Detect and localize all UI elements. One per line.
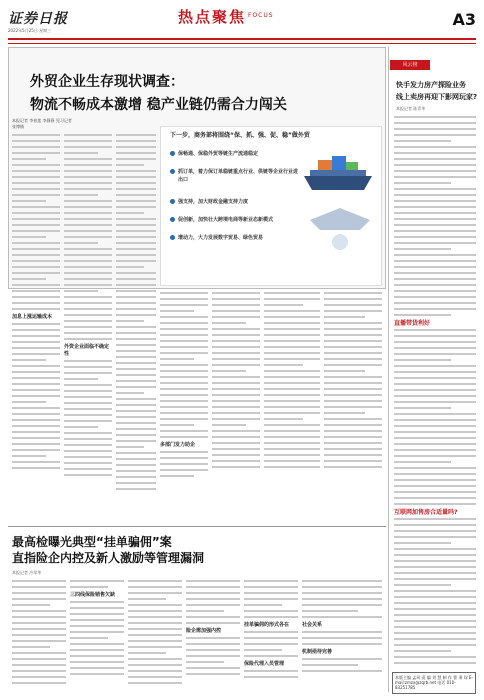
bottom-subhead-3: 挂单骗佣的形式各在 xyxy=(244,622,290,628)
column-rule xyxy=(388,47,389,692)
lead-subhead-2: 外资企业面临不确定性 xyxy=(64,344,110,357)
cargo-ship-illustration xyxy=(300,150,376,260)
bottom-column-4 xyxy=(186,580,240,692)
lead-article-column-2 xyxy=(64,134,112,520)
bottom-column-5 xyxy=(244,580,298,692)
masthead-rule xyxy=(8,43,476,44)
bottom-column-6 xyxy=(302,580,382,692)
bottom-subhead-2: 险企需加强内控 xyxy=(186,628,222,634)
bottom-subhead-4: 保险代理入员管理 xyxy=(244,661,285,667)
bullet-icon xyxy=(170,151,175,156)
editor-credits: 本版主编 孟珂 责 编 刘 慧 制 作 曹 秉 琛 E-mail:zmzx@zqrb.net 电话 010-83251785 xyxy=(392,672,476,694)
section-title-en: FOCUS xyxy=(248,12,274,19)
lead-subhead-1: 加息上涨运输成本 xyxy=(12,314,53,320)
column-tag: 风云榜 xyxy=(390,60,430,70)
lead-article-column-3 xyxy=(116,134,156,520)
infographic-item-4: 促创新，加快壮大跨境电商等新业态新模式 xyxy=(178,217,274,223)
infographic-item-3: 强支持，加大财政金融支持力度 xyxy=(178,199,249,205)
bottom-column-2 xyxy=(70,580,124,692)
right-subhead-1: 直播带货利好 xyxy=(394,320,431,327)
section-divider xyxy=(8,526,386,527)
section-title: 热点聚焦 xyxy=(178,8,247,26)
bottom-column-3 xyxy=(128,580,182,692)
bullet-icon xyxy=(170,217,175,222)
infographic-item-2: 抓订单，着力保订单稳链重点行业、供链等企业行业进出口 xyxy=(178,169,299,183)
masthead xyxy=(8,4,476,40)
lead-article-subtitle: 物流不畅成本激增 稳产业链仍需合力闯关 xyxy=(30,97,287,113)
page-number: A3 xyxy=(452,10,476,29)
right-article-title: 快手发力房产探险业务 xyxy=(396,81,466,89)
lead-article-byline: 本报记者 李春莲 李静静 见习记者 张博楠 xyxy=(12,118,72,129)
bullet-icon xyxy=(170,169,175,174)
right-article-subtitle: 线上卖房再迎下影网玩家? xyxy=(396,93,478,101)
issue-date: 2022年5月25日 星期三 xyxy=(8,28,52,33)
lead-article-column-1 xyxy=(12,134,60,520)
lead-subhead-3: 多部门发力助企 xyxy=(160,442,196,448)
bullet-icon xyxy=(170,199,175,204)
bullet-icon xyxy=(170,235,175,240)
bottom-subhead-5: 社会关系 xyxy=(302,622,323,628)
bottom-subhead-6: 机制亟待完善 xyxy=(302,649,333,655)
right-article-body xyxy=(394,116,476,668)
bottom-column-1 xyxy=(12,580,66,692)
lead-article-column-6 xyxy=(264,292,320,520)
bottom-subhead-1: 三四线保险销售欠缺 xyxy=(70,592,116,598)
infographic-item-1: 保畅通、保稳外贸等链生产流通稳定 xyxy=(178,151,259,157)
paper-name: 证券日报 xyxy=(8,11,68,27)
lead-article-column-4 xyxy=(160,292,208,520)
bottom-article-byline: 本报记者 冷翠华 xyxy=(12,570,42,575)
bottom-article-subtitle: 直指险企内控及新人激励等管理漏洞 xyxy=(12,551,205,565)
lead-article-column-7 xyxy=(324,292,382,520)
infographic-title: 下一步，商务部将围绕“保、抓、强、促、稳”做外贸 xyxy=(170,132,310,139)
right-article-byline: 本报记者 陈青华 xyxy=(396,106,426,111)
lead-article-column-5 xyxy=(212,292,260,520)
infographic-item-5: 增动力，大力发展数字贸易、绿色贸易 xyxy=(178,235,264,241)
lead-article-title: 外贸企业生存现状调查： xyxy=(30,74,184,90)
right-subhead-2: 互联网加售房合适量吗? xyxy=(394,509,458,516)
bottom-article-title: 最高检曝光典型“挂单骗佣”案 xyxy=(12,535,172,549)
